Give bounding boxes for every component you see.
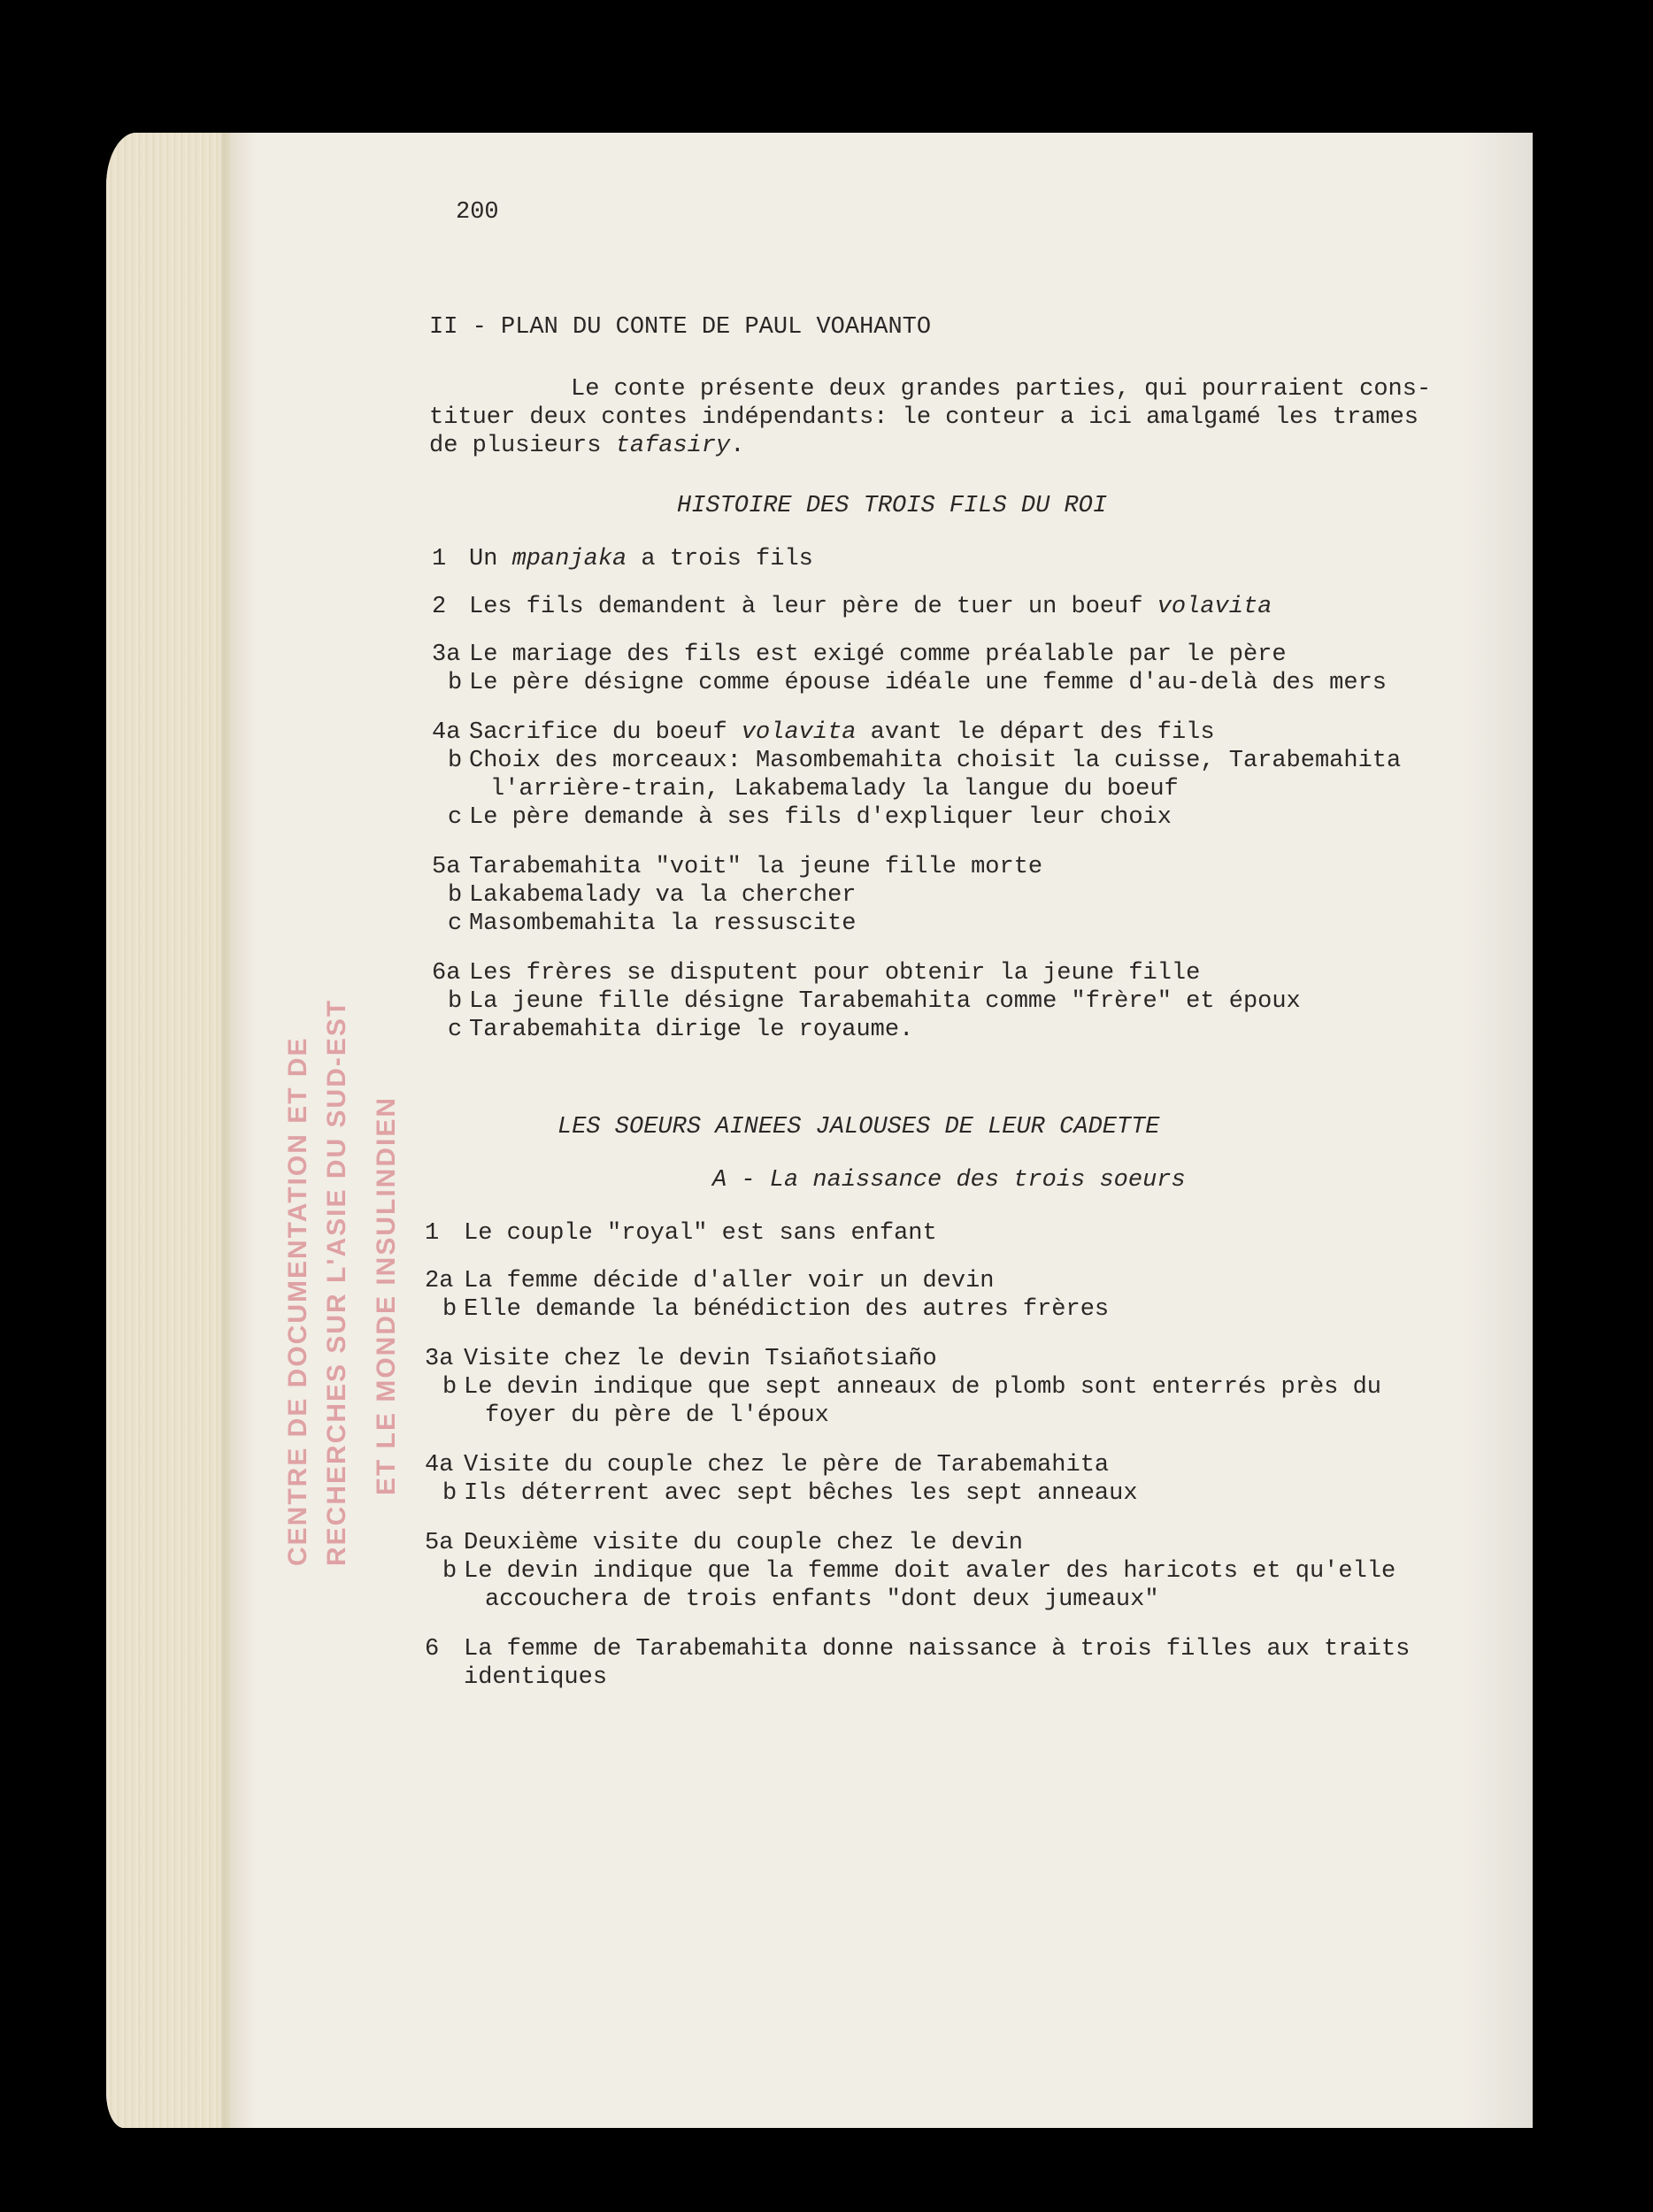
book-page: [106, 133, 1533, 2128]
item-text: La femme décide d'aller voir un devin: [464, 1268, 995, 1294]
item-text: Le devin indique que sept anneaux de plomb sont enterrés près du: [464, 1374, 1381, 1401]
item-text: Le père désigne comme épouse idéale une femme d'au-delà des mers: [469, 670, 1387, 696]
item-text: Masombemahita la ressuscite: [469, 910, 857, 937]
item-text: Visite chez le devin Tsiañotsiaño: [464, 1346, 937, 1372]
item-number: 4a: [432, 719, 461, 746]
item-number: c: [448, 804, 463, 831]
item-number: 6a: [432, 960, 461, 987]
item-number: b: [448, 748, 463, 774]
item-text-continued: l'arrière-train, Lakabemalady la langue du boeuf: [490, 776, 1179, 803]
item-text: Le père demande à ses fils d'expliquer leur choix: [469, 804, 1172, 831]
item-text-part: Sacrifice du boeuf: [469, 719, 742, 746]
page-text: [106, 133, 1533, 2128]
item-number: 3a: [432, 641, 461, 668]
part2-heading: LES SOEURS AINEES JALOUSES DE LEUR CADETTE: [557, 1114, 1160, 1141]
item-number: c: [448, 1017, 463, 1043]
item-text: Le couple "royal" est sans enfant: [464, 1220, 937, 1247]
item-text: Deuxième visite du couple chez le devin: [464, 1530, 1023, 1556]
item-number: b: [442, 1558, 457, 1585]
item-number: 4a: [425, 1452, 454, 1479]
item-number: b: [442, 1296, 457, 1323]
intro-italic-term: tafasiry: [615, 433, 731, 459]
item-number: 2a: [425, 1268, 454, 1294]
item-text-part: a trois fils: [627, 546, 813, 572]
item-text-part: avant le départ des fils: [856, 719, 1215, 746]
item-number: c: [448, 910, 463, 937]
item-number: 3a: [425, 1346, 454, 1372]
item-number: 2: [432, 594, 447, 620]
item-number: b: [442, 1374, 457, 1401]
item-italic-term: mpanjaka: [511, 546, 627, 572]
stamp-line-1: CENTRE DE DOCUMENTATION ET DE: [283, 1036, 312, 1566]
page-number: 200: [456, 199, 499, 226]
item-italic-term: volavita: [1157, 594, 1272, 620]
item-text: Le mariage des fils est exigé comme préalable par le père: [469, 641, 1287, 668]
item-text: Visite du couple chez le père de Tarabemahita: [464, 1452, 1110, 1479]
item-text-part: Un: [469, 546, 512, 572]
intro-line-3: [429, 432, 744, 460]
item-text: Lakabemalady va la chercher: [469, 882, 857, 909]
item-text: [469, 593, 1272, 621]
item-text: La femme de Tarabemahita donne naissance à trois filles aux traits: [464, 1636, 1411, 1663]
intro-punctuation: .: [730, 433, 745, 459]
part1-heading: HISTOIRE DES TROIS FILS DU ROI: [677, 493, 1108, 519]
intro-line-1: Le conte présente deux grandes parties, qui pourraient cons-: [571, 376, 1432, 403]
item-number: b: [448, 988, 463, 1015]
item-text: Le devin indique que la femme doit avaler des haricots et qu'elle: [464, 1558, 1396, 1585]
item-italic-term: volavita: [741, 719, 857, 746]
stamp-line-2: RECHERCHES SUR L'ASIE DU SUD-EST: [322, 998, 351, 1566]
item-text-part: Les fils demandent à leur père de tuer un boeuf: [469, 594, 1157, 620]
item-text: Tarabemahita "voit" la jeune fille morte: [469, 854, 1043, 880]
item-number: b: [448, 882, 463, 909]
item-number: b: [448, 670, 463, 696]
item-number: 1: [425, 1220, 440, 1247]
item-number: 6: [425, 1636, 440, 1663]
section-heading: II - PLAN DU CONTE DE PAUL VOAHANTO: [429, 314, 932, 341]
item-text: Ils déterrent avec sept bêches les sept anneaux: [464, 1480, 1138, 1507]
part2-subheading: A - La naissance des trois soeurs: [712, 1167, 1186, 1194]
item-text: Les frères se disputent pour obtenir la jeune fille: [469, 960, 1201, 987]
item-text: Elle demande la bénédiction des autres frères: [464, 1296, 1110, 1323]
item-text-continued: accouchera de trois enfants "dont deux jumeaux": [485, 1586, 1159, 1613]
item-text-continued: identiques: [464, 1664, 608, 1691]
item-text: [469, 545, 813, 573]
item-number: 1: [432, 546, 447, 572]
item-number: 5a: [432, 854, 461, 880]
stamp-line-3: ET LE MONDE INSULINDIEN: [372, 1095, 401, 1495]
item-number: b: [442, 1480, 457, 1507]
item-text: [469, 718, 1215, 747]
intro-text: de plusieurs: [429, 433, 616, 459]
item-text: Choix des morceaux: Masombemahita choisit la cuisse, Tarabemahita: [469, 748, 1402, 774]
item-text: La jeune fille désigne Tarabemahita comme "frère" et époux: [469, 988, 1301, 1015]
intro-line-2: tituer deux contes indépendants: le conteur a ici amalgamé les trames: [429, 404, 1419, 431]
item-text: Tarabemahita dirige le royaume.: [469, 1017, 914, 1043]
item-text-continued: foyer du père de l'époux: [485, 1402, 829, 1429]
item-number: 5a: [425, 1530, 454, 1556]
